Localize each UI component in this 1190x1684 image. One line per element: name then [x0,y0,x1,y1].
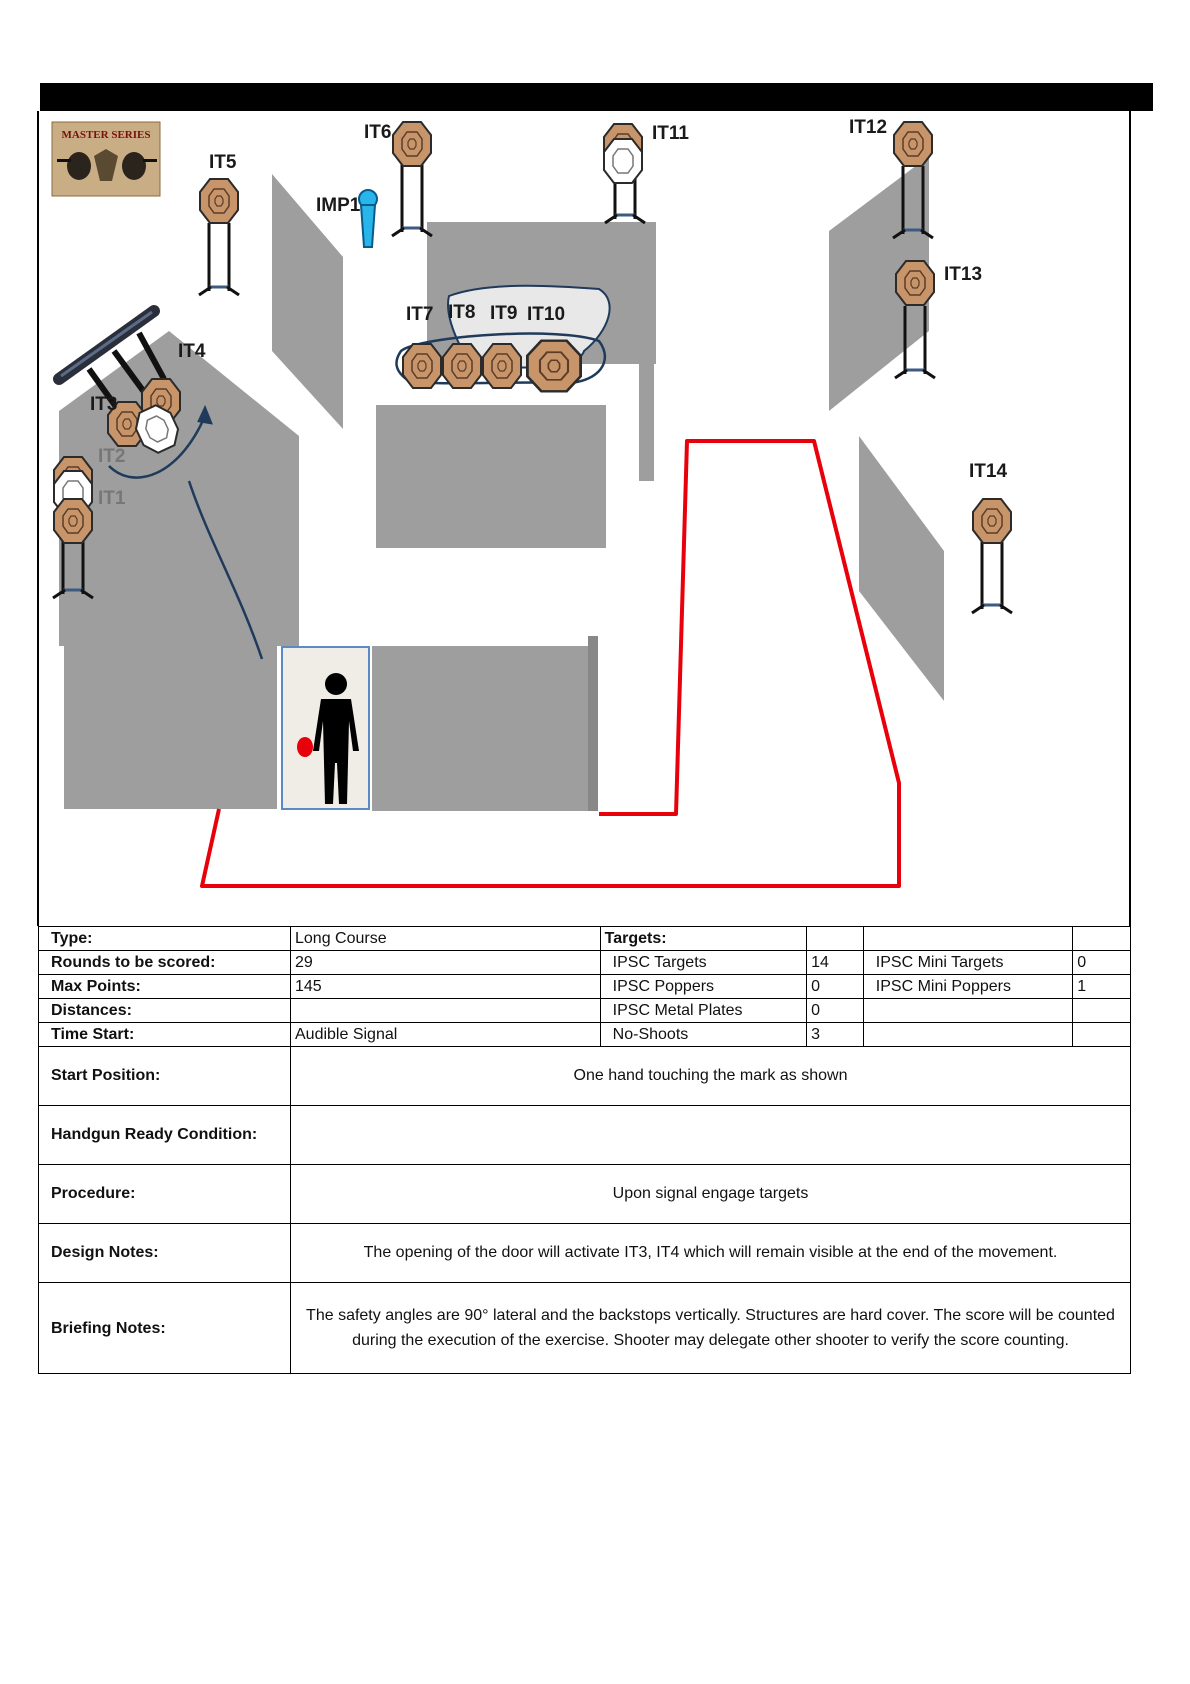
procedure-label: Procedure: [39,1165,291,1224]
target-it1 [54,499,92,543]
row-type [39,927,1131,951]
target-it13 [896,261,934,305]
no-shoots-label: No-Shoots [600,1023,806,1047]
type-label: Type: [39,927,291,951]
mini-targets-label: IPSC Mini Targets [863,951,1072,975]
popper-imp1 [359,190,377,247]
start-box [282,647,369,809]
label-it10: IT10 [527,304,566,325]
ipsc-targets-count: 14 [807,951,864,975]
ipsc-plates-count: 0 [807,999,864,1023]
briefing-notes-label: Briefing Notes: [39,1283,291,1374]
start-position-label: Start Position: [39,1047,291,1106]
wall-center-right [639,276,654,481]
row-max-points [39,975,1131,999]
max-points-value: 145 [291,975,601,999]
ipsc-targets-label: IPSC Targets [600,951,806,975]
stage-drawing [39,111,1129,926]
ipsc-poppers-label: IPSC Poppers [600,975,806,999]
distances-label: Distances: [39,999,291,1023]
door-post [588,636,598,811]
target-it12 [894,122,932,166]
row-design-notes [39,1224,1131,1283]
walls [59,156,944,811]
procedure-value: Upon signal engage targets [291,1165,1131,1224]
target-it7 [403,344,441,388]
wall-bottom-middle [372,646,589,811]
row-time-start [39,1023,1131,1047]
no-shoots-count: 3 [807,1023,864,1047]
design-notes-value: The opening of the door will activate IT3, IT4 which will remain visible at the end of the movement. [291,1224,1131,1283]
type-value: Long Course [291,927,601,951]
start-position-value: One hand touching the mark as shown [291,1047,1131,1106]
ready-condition-value [291,1106,1131,1165]
target-it6 [393,122,431,166]
label-it9: IT9 [490,303,518,324]
target-it9 [483,344,521,388]
ready-condition-label: Handgun Ready Condition: [39,1106,291,1165]
label-it11: IT11 [652,123,689,144]
label-it6: IT6 [364,122,392,143]
wall-center-block [376,405,606,548]
rounds-label: Rounds to be scored: [39,951,291,975]
row-procedure [39,1165,1131,1224]
mini-poppers-label: IPSC Mini Poppers [863,975,1072,999]
master-series-logo [52,122,160,196]
target-it5 [200,179,238,223]
mini-targets-count: 0 [1073,951,1131,975]
stand-it5 [199,223,239,295]
header-bar [40,83,1153,111]
stage-info-table [38,926,1131,1374]
label-it12: IT12 [849,117,888,138]
target-it14 [973,499,1011,543]
ipsc-plates-label: IPSC Metal Plates [600,999,806,1023]
label-it3: IT3 [90,394,118,415]
label-it13: IT13 [944,264,983,285]
distances-value [291,999,601,1023]
logo-text: MASTER SERIES [61,129,151,141]
ipsc-poppers-count: 0 [807,975,864,999]
target-it10 [527,341,580,392]
label-it1: IT1 [98,488,126,509]
label-imp1: IMP1 [316,195,361,216]
row-start-position [39,1047,1131,1106]
row-distances [39,999,1131,1023]
label-it14: IT14 [969,461,1008,482]
wall-bottom-left [64,644,277,809]
no-shoot-it11 [604,139,642,183]
row-briefing-notes [39,1283,1131,1374]
label-it4: IT4 [178,341,206,362]
design-notes-label: Design Notes: [39,1224,291,1283]
targets-label: Targets: [600,927,806,951]
stage-diagram [37,111,1131,926]
rounds-value: 29 [291,951,601,975]
stand-it14 [972,541,1012,613]
row-rounds [39,951,1131,975]
label-it8: IT8 [448,302,476,323]
label-it2: IT2 [98,446,126,467]
briefing-notes-value: The safety angles are 90° lateral and the backstops vertically. Structures are hard cover. The score will be counted during the execution of the exercise. Shooter may delegate other shooter to verify the score counting. [291,1283,1131,1374]
wall-right-lower [859,436,944,701]
label-it5: IT5 [209,152,237,173]
mini-poppers-count: 1 [1073,975,1131,999]
stand-it6 [392,164,432,236]
label-it7: IT7 [406,304,434,325]
target-it8 [443,344,481,388]
max-points-label: Max Points: [39,975,291,999]
time-start-value: Audible Signal [291,1023,601,1047]
row-ready-condition [39,1106,1131,1165]
time-start-label: Time Start: [39,1023,291,1047]
